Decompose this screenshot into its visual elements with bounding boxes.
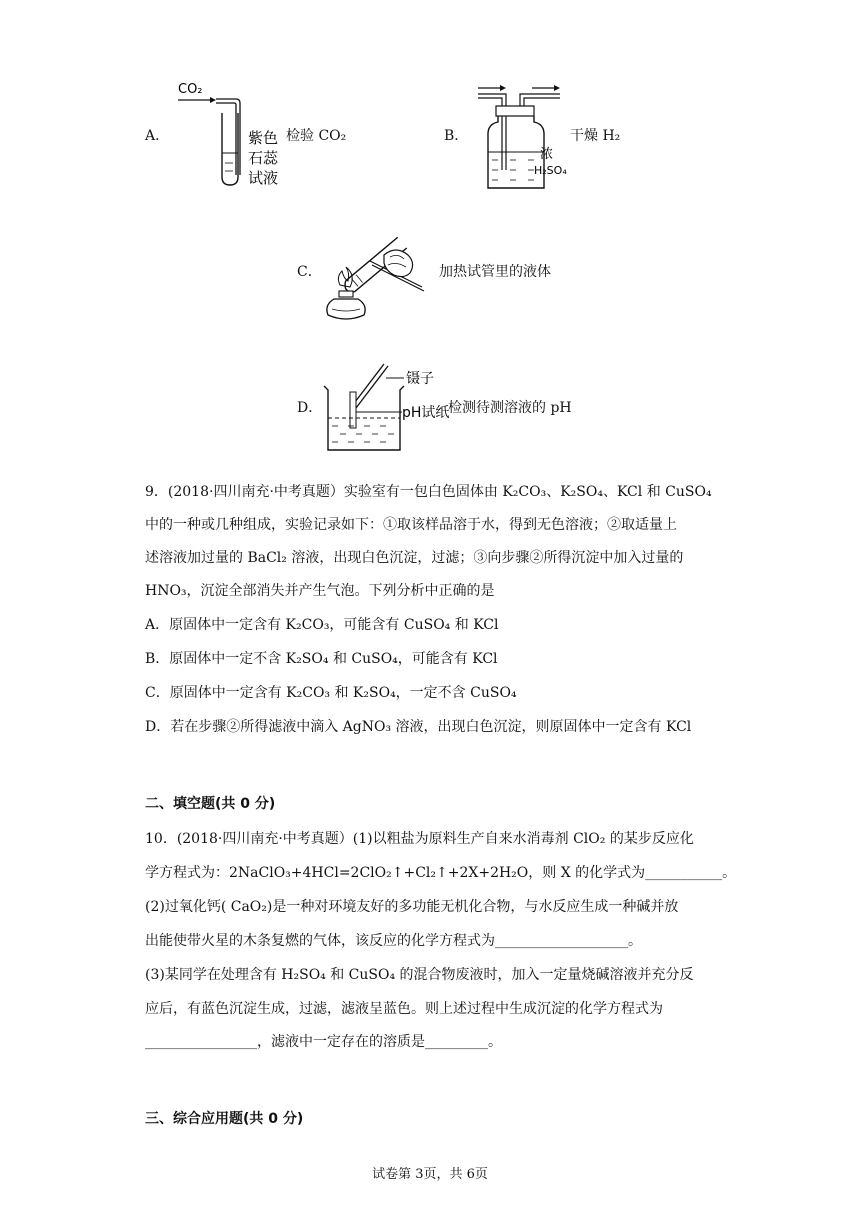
option-c-caption: 加热试管里的液体 [439,264,551,280]
q10-line-2: 学方程式为：2NaClO₃+4HCl=2ClO₂↑+Cl₂↑+2X+2H₂O，则 X 的化学式为___________。 [145,865,737,881]
page-footer: 试卷第 3页，共 6页 [372,1167,488,1182]
q10-line-1: 10．(2018·四川南充·中考真题）(1)以粗盐为原料生产自来水消毒剂 ClO₂ 的某步反应化 [145,831,694,847]
option-a-caption: 检验 CO₂ [286,128,347,144]
option-a-label: A． [145,128,170,144]
h2so4-label: H₂SO₄ [534,164,567,177]
tweezers-label: 镊子 [406,371,434,387]
q10-line-7: ________________，滤液中一定存在的溶质是_________。 [145,1034,502,1050]
option-b-diagram [472,80,582,192]
q9-stem-line-1: 9．(2018·四川南充·中考真题）实验室有一包白色固体由 K₂CO₃、K₂SO₄、KCl 和 CuSO₄ [145,484,712,500]
option-b-caption: 干燥 H₂ [570,128,621,144]
option-c-diagram [314,215,434,327]
option-b-label: B． [444,128,469,144]
conc-label: 浓 [540,147,554,162]
option-d-label: D． [297,400,323,416]
option-d-diagram [318,356,450,456]
litmus-label-2: 石蕊 [248,149,279,167]
q9-stem-line-3: 述溶液加过量的 BaCl₂ 溶液，出现白色沉淀，过滤；③向步骤②所得沉淀中加入过量的 [145,550,684,566]
q10-line-4: 出能使带火星的木条复燃的气体，该反应的化学方程式为___________________。 [145,933,642,949]
option-d-caption: 检测待测溶液的 pH [448,400,572,416]
ph-paper-label: pH试纸 [402,405,450,421]
q10-line-3: (2)过氧化钙( CaO₂)是一种对环境友好的多功能无机化合物，与水反应生成一种碱并放 [145,899,679,915]
q10-line-6: 应后，有蓝色沉淀生成，过滤，滤液呈蓝色。则上述过程中生成沉淀的化学方程式为 [145,1001,663,1017]
litmus-label-1: 紫色 [248,129,279,147]
q10-line-5: (3)某同学在处理含有 H₂SO₄ 和 CuSO₄ 的混合物废液时，加入一定量烧碱溶液并充分反 [145,967,694,983]
section-3-heading: 三、综合应用题(共 0 分) [145,1111,304,1127]
q9-option-c: C．原固体中一定含有 K₂CO₃ 和 K₂SO₄，一定不含 CuSO₄ [145,685,517,701]
q9-stem-line-4: HNO₃，沉淀全部消失并产生气泡。下列分析中正确的是 [145,583,495,599]
option-a-diagram [170,75,290,190]
q9-option-a: A．原固体中一定含有 K₂CO₃，可能含有 CuSO₄ 和 KCl [145,617,499,633]
option-c-label: C． [297,264,322,280]
section-2-heading: 二、填空题(共 0 分) [145,796,276,812]
q9-option-b: B．原固体中一定不含 K₂SO₄ 和 CuSO₄，可能含有 KCl [145,651,498,667]
q9-stem-line-2: 中的一种或几种组成，实验记录如下：①取该样品溶于水，得到无色溶液；②取适量上 [145,517,677,533]
q9-option-d: D．若在步骤②所得滤液中滴入 AgNO₃ 溶液，出现白色沉淀，则原固体中一定含有 KCl [145,719,692,735]
litmus-label-3: 试液 [248,169,279,187]
co2-label: CO₂ [178,82,203,97]
